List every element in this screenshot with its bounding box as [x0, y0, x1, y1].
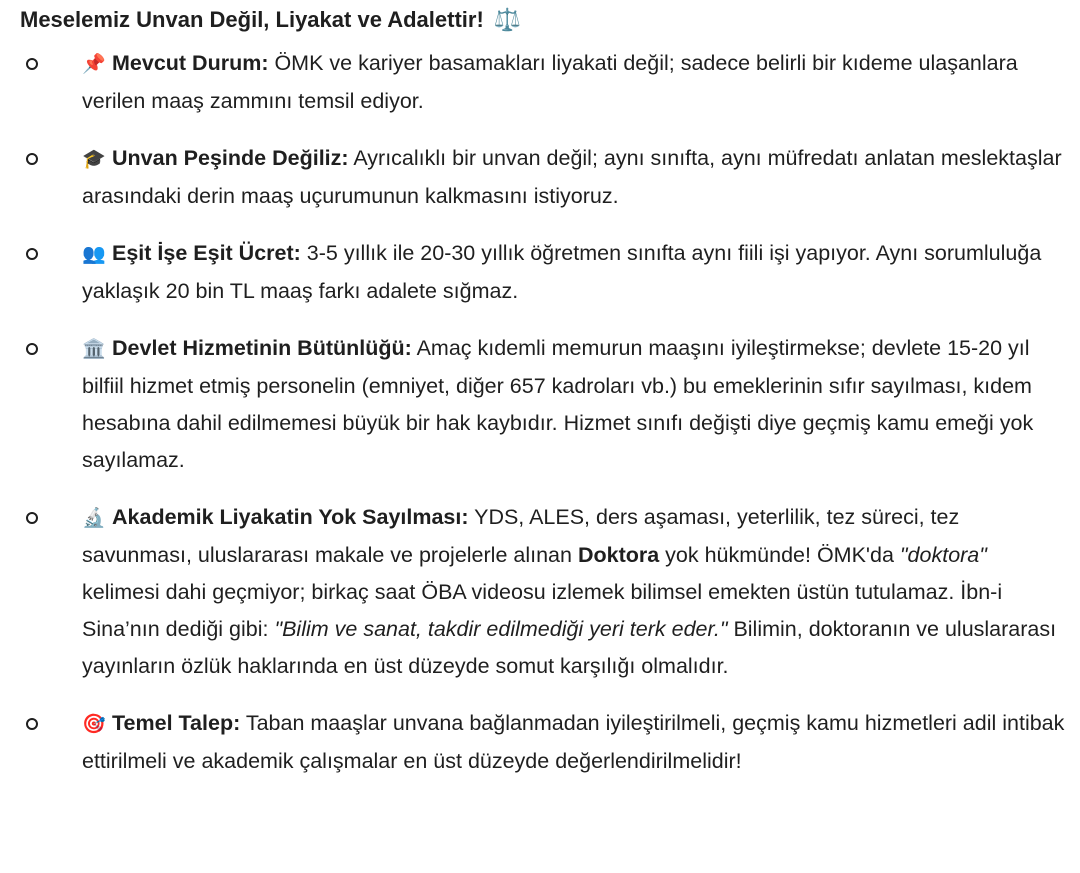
item-title: Unvan Peşinde Değiliz:	[112, 146, 349, 170]
hollow-bullet-icon	[26, 248, 38, 260]
list-item-academic-merit	[20, 499, 1066, 685]
item-quote: "Bilim ve sanat, takdir edilmediği yeri terk eder."	[274, 617, 728, 641]
balance-scale-icon: ⚖️	[493, 7, 522, 32]
hollow-bullet-icon	[26, 512, 38, 524]
item-title: Devlet Hizmetinin Bütünlüğü:	[112, 336, 412, 360]
page-title	[20, 5, 1066, 35]
item-body-part: YDS, ALES, ders aşaması, yeterlilik, tez süreci, tez savunması, uluslararası makale ve projelerle alınan	[82, 505, 960, 567]
pushpin-icon: 📌	[82, 54, 106, 75]
government-building-icon: 🏛️	[82, 339, 106, 360]
list-item-equal-pay	[20, 235, 1066, 310]
item-italic-word: "doktora"	[899, 543, 987, 567]
item-body-part: kelimesi dahi geçmiyor; birkaç saat ÖBA videosu izlemek bilimsel emekten üstün tutulamaz. İbn-i Sina’nın dediği gibi:	[82, 580, 1003, 641]
item-title: Eşit İşe Eşit Ücret:	[112, 241, 301, 265]
hollow-bullet-icon	[26, 718, 38, 730]
list-item-current-state	[20, 45, 1066, 120]
list-item-not-after-title	[20, 140, 1066, 215]
list-item-core-demand	[20, 705, 1066, 780]
item-body: ÖMK ve kariyer basamakları liyakati değil; sadece belirli bir kıdeme ulaşanlara verilen maaş zammını temsil ediyor.	[82, 51, 1018, 113]
item-title: Mevcut Durum:	[112, 51, 269, 75]
item-body-part: Bilimin, doktoranın ve uluslararası yayınların özlük haklarında en üst düzeyde somut karşılığı olmalıdır.	[82, 617, 1057, 678]
hollow-bullet-icon	[26, 343, 38, 355]
hollow-bullet-icon	[26, 58, 38, 70]
item-title: Akademik Liyakatin Yok Sayılması:	[112, 505, 469, 529]
list-item-state-service	[20, 330, 1066, 479]
item-bold-word: Doktora	[577, 543, 660, 567]
item-body: Taban maaşlar unvana bağlanmadan iyileştirilmeli, geçmiş kamu hizmetleri adil intibak ettirilmeli ve akademik çalışmalar en üst düzeyde değerlendirilmelidir!	[82, 711, 1065, 773]
target-icon: 🎯	[82, 714, 106, 735]
item-body: 3-5 yıllık ile 20-30 yıllık öğretmen sınıfta aynı fiili işi yapıyor. Aynı sorumluluğa yaklaşık 20 bin TL maaş farkı adalete sığmaz.	[82, 241, 1042, 303]
graduation-cap-icon: 🎓	[82, 149, 106, 170]
microscope-icon: 🔬	[82, 508, 106, 529]
people-icon: 👥	[82, 244, 106, 265]
item-body-part: yok hükmünde! ÖMK'da	[659, 543, 900, 567]
bullet-list	[20, 45, 1066, 780]
item-body: Ayrıcalıklı bir unvan değil; aynı sınıfta, aynı müfredatı anlatan meslektaşlar arasındaki derin maaş uçurumunun kalkmasını istiyoruz.	[82, 146, 1062, 208]
item-body: Amaç kıdemli memurun maaşını iyileştirmekse; devlete 15-20 yıl bilfiil hizmet etmiş personelin (emniyet, diğer 657 kadroları vb.) bu emeklerinin sıfır sayılması, kıdem hesabına dahil edilmemesi büyük bir hak kaybıdır. Hizmet sınıfı değişti diye geçmiş kamu emeği yok sayılamaz.	[82, 336, 1034, 472]
item-title: Temel Talep:	[112, 711, 241, 735]
page-title-text: Meselemiz Unvan Değil, Liyakat ve Adalettir!	[20, 7, 484, 32]
hollow-bullet-icon	[26, 153, 38, 165]
